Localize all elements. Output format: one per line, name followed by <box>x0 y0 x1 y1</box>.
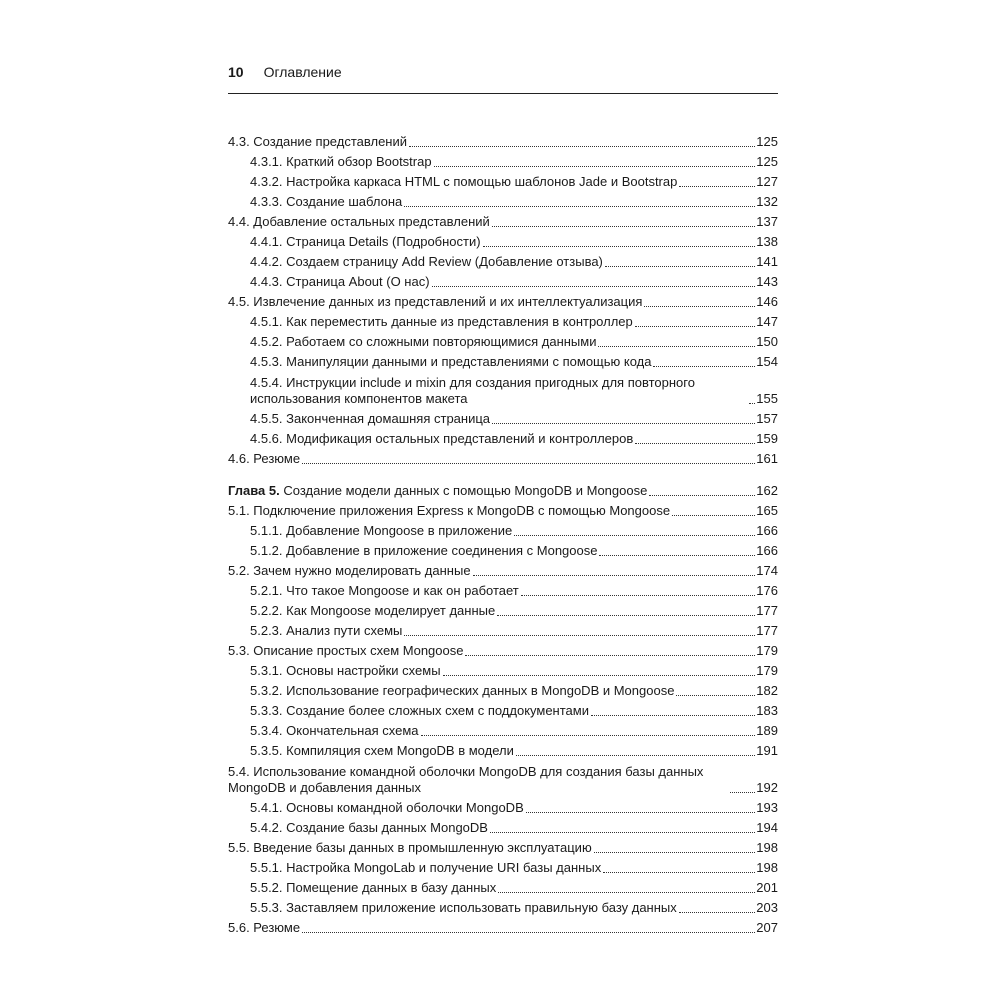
toc-entry-page: 194 <box>756 820 778 835</box>
dot-leader <box>409 146 755 147</box>
dot-leader <box>676 695 755 696</box>
dot-leader <box>483 246 756 247</box>
toc-entry-title: 4.5.4. Инструкции include и mixin для создания пригодных для повторного использования компонентов макета <box>250 375 695 406</box>
toc-entry-page: 150 <box>756 334 778 349</box>
toc-entry-page: 176 <box>756 583 778 598</box>
dot-leader <box>492 226 756 227</box>
toc-entry-page: 182 <box>756 683 778 698</box>
dot-leader <box>302 932 755 933</box>
toc-entry-4-4 <box>228 210 778 230</box>
toc-entry-title: 4.6. Резюме <box>228 451 301 466</box>
dot-leader <box>730 792 755 793</box>
toc-entry-page: 166 <box>756 543 778 558</box>
dot-leader <box>514 535 755 536</box>
toc-entry-page: 198 <box>756 860 778 875</box>
dot-leader <box>635 443 755 444</box>
toc-entry-page: 198 <box>756 840 778 855</box>
toc-entry-page: 159 <box>756 431 778 446</box>
dot-leader <box>679 912 756 913</box>
toc-entry-page: 189 <box>756 723 778 738</box>
toc-entry-title: 5.1.2. Добавление в приложение соединения с Mongoose <box>250 543 598 558</box>
toc-entry-5-3-2 <box>228 679 778 699</box>
toc-entry-page: 147 <box>756 314 778 329</box>
dot-leader <box>497 615 755 616</box>
toc-entry-title: 5.3.2. Использование географических данных в MongoDB и Mongoose <box>250 683 675 698</box>
toc-entry-title: 4.4.3. Страница About (О нас) <box>250 274 430 289</box>
toc-entry-4-4-1 <box>228 230 778 250</box>
toc-entry-4-3 <box>228 130 778 150</box>
toc-entry-5-4 <box>228 759 778 796</box>
dot-leader <box>653 366 755 367</box>
toc-entry-4-5-3 <box>228 350 778 370</box>
toc-entry-5-1-1 <box>228 519 778 539</box>
dot-leader <box>605 266 755 267</box>
dot-leader <box>473 575 756 576</box>
toc-entry-page: 174 <box>756 563 778 578</box>
toc-entry-page: 143 <box>756 274 778 289</box>
toc-entry-5-1 <box>228 499 778 519</box>
toc-entry-title: 5.3. Описание простых схем Mongoose <box>228 643 464 658</box>
toc-entry-page: 125 <box>756 154 778 169</box>
toc-entry-title: 5.2.1. Что такое Mongoose и как он работает <box>250 583 519 598</box>
toc-entry-title: 5.3.5. Компиляция схем MongoDB в модели <box>250 743 514 758</box>
toc-entry-title: 5.2.3. Анализ пути схемы <box>250 623 403 638</box>
toc-entry-page: 141 <box>756 254 778 269</box>
toc-entry-page: 177 <box>756 623 778 638</box>
toc-entry-page: 166 <box>756 523 778 538</box>
dot-leader <box>679 186 755 187</box>
toc-entry-5-1-2 <box>228 539 778 559</box>
toc-entry-page: 127 <box>756 174 778 189</box>
dot-leader <box>498 892 755 893</box>
toc-entry-page: 146 <box>756 294 778 309</box>
dot-leader <box>404 635 755 636</box>
toc-entry-chapter-5 <box>228 479 778 499</box>
toc-entry-title: 5.5.1. Настройка MongoLab и получение URI базы данных <box>250 860 602 875</box>
dot-leader <box>421 735 756 736</box>
dot-leader <box>404 206 755 207</box>
toc-entry-title: 4.3. Создание представлений <box>228 134 408 149</box>
table-of-contents <box>228 130 778 936</box>
dot-leader <box>516 755 755 756</box>
toc-entry-4-3-3 <box>228 190 778 210</box>
dot-leader <box>594 852 756 853</box>
toc-entry-title: 5.2.2. Как Mongoose моделирует данные <box>250 603 496 618</box>
toc-entry-title: 4.5. Извлечение данных из представлений и их интеллектуализация <box>228 294 643 309</box>
toc-entry-page: 165 <box>756 503 778 518</box>
toc-entry-title: 4.5.5. Законченная домашняя страница <box>250 411 491 426</box>
toc-entry-title: 4.3.1. Краткий обзор Bootstrap <box>250 154 432 169</box>
toc-entry-page: 179 <box>756 663 778 678</box>
toc-entry-5-3-1 <box>228 659 778 679</box>
toc-entry-5-5-3 <box>228 896 778 916</box>
dot-leader <box>432 286 756 287</box>
toc-entry-page: 132 <box>756 194 778 209</box>
toc-entry-page: 201 <box>756 880 778 895</box>
toc-entry-page: 179 <box>756 643 778 658</box>
toc-entry-title: 5.2. Зачем нужно моделировать данные <box>228 563 471 578</box>
dot-leader <box>521 595 756 596</box>
toc-entry-page: 203 <box>756 900 778 915</box>
toc-entry-title: 5.4.2. Создание базы данных MongoDB <box>250 820 488 835</box>
toc-entry-title: 4.5.1. Как переместить данные из представления в контроллер <box>250 314 633 329</box>
dot-leader <box>644 306 755 307</box>
toc-entry-page: 154 <box>756 354 778 369</box>
toc-entry-4-3-2 <box>228 170 778 190</box>
toc-entry-title: 4.5.2. Работаем со сложными повторяющимися данными <box>250 334 597 349</box>
toc-entry-5-5-2 <box>228 876 778 896</box>
toc-entry-title: 5.3.3. Создание более сложных схем с поддокументами <box>250 703 589 718</box>
toc-entry-4-5 <box>228 290 778 310</box>
toc-entry-4-5-4 <box>228 370 778 407</box>
header-divider <box>228 93 778 94</box>
dot-leader <box>526 812 756 813</box>
toc-entry-title: 4.4. Добавление остальных представлений <box>228 214 490 229</box>
toc-entry-5-4-2 <box>228 816 778 836</box>
toc-entry-title: 5.5.3. Заставляем приложение использовать правильную базу данных <box>250 900 677 915</box>
toc-entry-5-3-5 <box>228 739 778 759</box>
toc-entry-5-3-4 <box>228 719 778 739</box>
dot-leader <box>490 832 755 833</box>
toc-entry-4-5-1 <box>228 310 778 330</box>
chapter-title: Создание модели данных с помощью MongoDB и Mongoose <box>283 483 648 498</box>
dot-leader <box>749 403 755 404</box>
toc-entry-page: 191 <box>756 743 778 758</box>
toc-entry-4-6 <box>228 447 778 467</box>
toc-entry-title: 4.4.2. Создаем страницу Add Review (Добавление отзыва) <box>250 254 603 269</box>
toc-entry-5-2-2 <box>228 599 778 619</box>
toc-entry-5-6 <box>228 916 778 936</box>
toc-entry-title: 5.5.2. Помещение данных в базу данных <box>250 880 497 895</box>
toc-entry-title: 5.3.1. Основы настройки схемы <box>250 663 441 678</box>
toc-entry-5-3-3 <box>228 699 778 719</box>
toc-entry-title: 5.1. Подключение приложения Express к MongoDB с помощью Mongoose <box>228 503 671 518</box>
toc-entry-4-5-5 <box>228 407 778 427</box>
chapter-label: Глава 5. <box>228 483 280 498</box>
toc-entry-4-4-2 <box>228 250 778 270</box>
page-number: 10 <box>228 64 244 80</box>
toc-entry-5-2-3 <box>228 619 778 639</box>
toc-entry-4-5-6 <box>228 427 778 447</box>
dot-leader <box>443 675 756 676</box>
toc-entry-page: 162 <box>756 483 778 498</box>
toc-entry-5-5 <box>228 836 778 856</box>
toc-entry-4-5-2 <box>228 330 778 350</box>
dot-leader <box>649 495 755 496</box>
dot-leader <box>465 655 755 656</box>
toc-entry-4-3-1 <box>228 150 778 170</box>
dot-leader <box>492 423 755 424</box>
dot-leader <box>672 515 755 516</box>
dot-leader <box>599 555 755 556</box>
toc-entry-title: 4.5.3. Манипуляции данными и представлениями с помощью кода <box>250 354 652 369</box>
toc-entry-title: 5.4.1. Основы командной оболочки MongoDB <box>250 800 524 815</box>
page-title: Оглавление <box>263 64 342 80</box>
toc-entry-page: 137 <box>756 214 778 229</box>
toc-entry-page: 157 <box>756 411 778 426</box>
toc-entry-5-5-1 <box>228 856 778 876</box>
toc-entry-5-2 <box>228 559 778 579</box>
toc-entry-title: 5.1.1. Добавление Mongoose в приложение <box>250 523 513 538</box>
toc-entry-title: 4.5.6. Модификация остальных представлений и контроллеров <box>250 431 634 446</box>
toc-entry-page: 193 <box>756 800 778 815</box>
toc-entry-title: 4.3.3. Создание шаблона <box>250 194 403 209</box>
toc-entry-5-2-1 <box>228 579 778 599</box>
toc-entry-5-3 <box>228 639 778 659</box>
toc-entry-title: 5.6. Резюме <box>228 920 301 935</box>
toc-entry-title: 4.4.1. Страница Details (Подробности) <box>250 234 481 249</box>
dot-leader <box>434 166 756 167</box>
toc-entry-page: 161 <box>756 451 778 466</box>
toc-entry-page: 138 <box>756 234 778 249</box>
dot-leader <box>603 872 755 873</box>
dot-leader <box>635 326 756 327</box>
toc-entry-title: 5.5. Введение базы данных в промышленную эксплуатацию <box>228 840 592 855</box>
toc-entry-page: 177 <box>756 603 778 618</box>
toc-entry-title <box>228 483 647 499</box>
toc-entry-page: 155 <box>756 391 778 406</box>
toc-entry-title: 4.3.2. Настройка каркаса HTML с помощью шаблонов Jade и Bootstrap <box>250 174 678 189</box>
toc-entry-page: 192 <box>756 780 778 795</box>
dot-leader <box>598 346 755 347</box>
running-head <box>228 64 778 90</box>
toc-entry-page: 207 <box>756 920 778 935</box>
toc-entry-page: 183 <box>756 703 778 718</box>
toc-entry-title: 5.4. Использование командной оболочки MongoDB для создания базы данных MongoDB и добавления данных <box>228 764 704 795</box>
toc-entry-title: 5.3.4. Окончательная схема <box>250 723 419 738</box>
toc-entry-4-4-3 <box>228 270 778 290</box>
dot-leader <box>591 715 755 716</box>
dot-leader <box>302 463 755 464</box>
toc-entry-page: 125 <box>756 134 778 149</box>
toc-entry-5-4-1 <box>228 796 778 816</box>
